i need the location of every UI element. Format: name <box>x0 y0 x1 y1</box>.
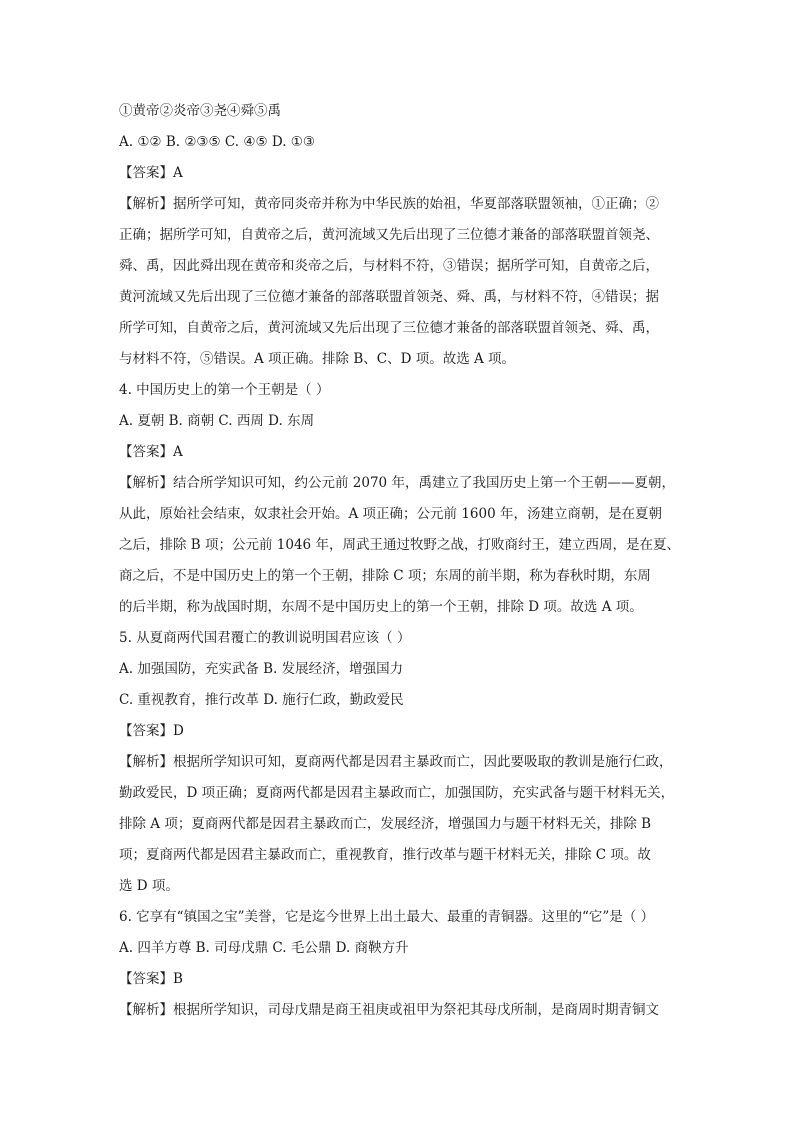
q5-analysis-line-3: 排除 A 项；夏商两代都是因君主暴政而亡，发展经济，增强国力与题干材料无关，排除 B <box>119 816 652 832</box>
q5-analysis-line-5: 选 D 项。 <box>119 878 179 894</box>
q3-answer: 【答案】A <box>119 165 183 181</box>
q5-analysis-line-4: 项；夏商两代都是因君主暴政而亡，重视教育，推行改革与题干材料无关，排除 C 项。故 <box>119 847 651 863</box>
q4-answer: 【答案】A <box>119 444 183 460</box>
q4-analysis-line-3: 之后，排除 B 项；公元前 1046 年，周武王通过牧野之战，打败商纣王，建立西周，是在夏、 <box>119 537 680 553</box>
q5-analysis-line-1: 【解析】根据所学知识可知，夏商两代都是因君主暴政而亡，因此要吸取的教训是施行仁政， <box>119 754 673 770</box>
q3-options-text: ①黄帝②炎帝③尧④舜⑤禹 <box>119 103 281 119</box>
q3-analysis-line-3: 舜、禹，因此舜出现在黄帝和炎帝之后，与材料不符，③错误；据所学可知，自黄帝之后， <box>119 258 659 274</box>
q3-choices: A. ①② B. ②③⑤ C. ④⑤ D. ①③ <box>119 134 315 150</box>
q3-analysis-line-2: 正确；据所学可知，自黄帝之后，黄河流域又先后出现了三位德才兼备的部落联盟首领尧、 <box>119 227 659 243</box>
q3-analysis-line-1: 【解析】据所学可知，黄帝同炎帝并称为中华民族的始祖，华夏部落联盟领袖，①正确；② <box>119 196 659 212</box>
q5-analysis-line-2: 勤政爱民，D 项正确；夏商两代都是因君主暴政而亡，加强国防，充实武备与题干材料无关， <box>119 785 675 801</box>
q6-question: 6. 它享有“镇国之宝”美誉，它是迄今世界上出土最大、最重的青铜器。这里的“它”是（ ） <box>119 909 655 925</box>
q6-choices: A. 四羊方尊 B. 司母戊鼎 C. 毛公鼎 D. 商鞅方升 <box>119 940 409 956</box>
q4-analysis-line-1: 【解析】结合所学知识可知，约公元前 2070 年，禹建立了我国历史上第一个王朝——夏朝， <box>119 475 675 491</box>
q6-answer: 【答案】B <box>119 971 183 987</box>
q3-analysis-line-6: 与材料不符，⑤错误。A 项正确。排除 B、C、D 项。故选 A 项。 <box>119 351 516 367</box>
document-page <box>119 96 685 1026</box>
q3-analysis-line-4: 黄河流域又先后出现了三位德才兼备的部落联盟首领尧、舜、禹，与材料不符，④错误；据 <box>119 289 659 305</box>
q4-analysis-line-2: 从此，原始社会结束，奴隶社会开始。A 项正确；公元前 1600 年，汤建立商朝，是在夏朝 <box>119 506 662 522</box>
q5-question: 5. 从夏商两代国君覆亡的教训说明国君应该（ ） <box>119 630 411 646</box>
q4-analysis-line-4: 商之后，不是中国历史上的第一个王朝，排除 C 项；东周的前半期，称为春秋时期，东周 <box>119 568 651 584</box>
q4-analysis-line-5: 的后半期，称为战国时期，东周不是中国历史上的第一个王朝，排除 D 项。故选 A 项。 <box>119 599 643 615</box>
q5-choices-row-2: C. 重视教育，推行改革 D. 施行仁政，勤政爱民 <box>119 692 404 708</box>
q5-choices-row-1: A. 加强国防，充实武备 B. 发展经济，增强国力 <box>119 661 404 677</box>
q5-answer: 【答案】D <box>119 723 184 739</box>
q4-choices: A. 夏朝 B. 商朝 C. 西周 D. 东周 <box>119 413 315 429</box>
q6-analysis-line-1: 【解析】根据所学知识，司母戊鼎是商王祖庚或祖甲为祭祀其母戊所制，是商周时期青铜文 <box>119 1002 659 1018</box>
q3-analysis-line-5: 所学可知，自黄帝之后，黄河流域又先后出现了三位德才兼备的部落联盟首领尧、舜、禹， <box>119 320 659 336</box>
q4-question: 4. 中国历史上的第一个王朝是（ ） <box>119 382 330 398</box>
